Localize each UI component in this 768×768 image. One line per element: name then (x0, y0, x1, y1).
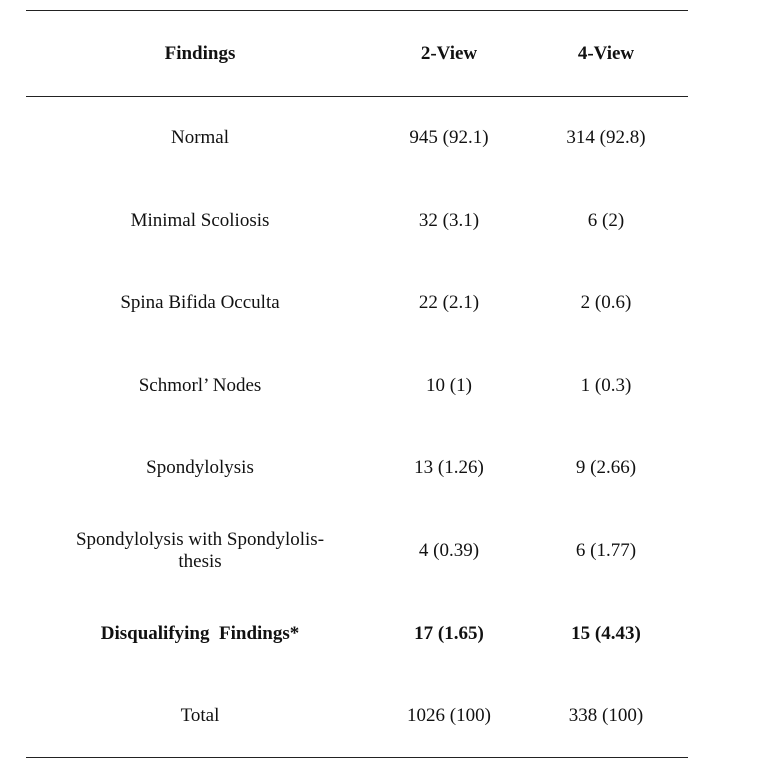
table-header-rule (26, 96, 688, 97)
two-view-value: 1026 (100) (407, 705, 491, 726)
four-view-value: 338 (100) (568, 705, 644, 726)
four-view-value: 6 (1.77) (575, 540, 637, 561)
finding-label: Schmorl’ Nodes (138, 375, 262, 396)
finding-label: Normal (170, 127, 230, 148)
two-view-value: 13 (1.26) (414, 457, 484, 478)
two-view-value: 22 (2.1) (418, 292, 480, 313)
four-view-value: 2 (0.6) (580, 292, 632, 313)
table-top-rule (26, 10, 688, 11)
finding-label: Spina Bifida Occulta (120, 292, 280, 313)
four-view-value: 9 (2.66) (575, 457, 637, 478)
four-view-value: 15 (4.43) (571, 623, 641, 644)
two-view-value: 17 (1.65) (414, 623, 484, 644)
two-view-value: 4 (0.39) (418, 540, 480, 561)
finding-label (26, 529, 374, 573)
four-view-value: 314 (92.8) (566, 127, 646, 148)
finding-label: Disqualifying Findings* (100, 623, 300, 644)
four-view-value: 1 (0.3) (580, 375, 632, 396)
two-view-value: 10 (1) (426, 375, 472, 396)
header-4-view: 4-View (577, 43, 635, 64)
finding-label-line-2: thesis (178, 551, 222, 572)
finding-label: Spondylolysis (146, 457, 254, 478)
header-2-view: 2-View (420, 43, 478, 64)
two-view-value: 32 (3.1) (418, 210, 480, 231)
finding-label: Minimal Scoliosis (130, 210, 270, 231)
finding-label: Total (180, 705, 220, 726)
four-view-value: 6 (2) (587, 210, 625, 231)
header-findings: Findings (164, 43, 236, 64)
table-bottom-rule (26, 757, 688, 758)
finding-label-line-1: Spondylolysis with Spondylolis- (75, 529, 325, 550)
two-view-value: 945 (92.1) (409, 127, 489, 148)
